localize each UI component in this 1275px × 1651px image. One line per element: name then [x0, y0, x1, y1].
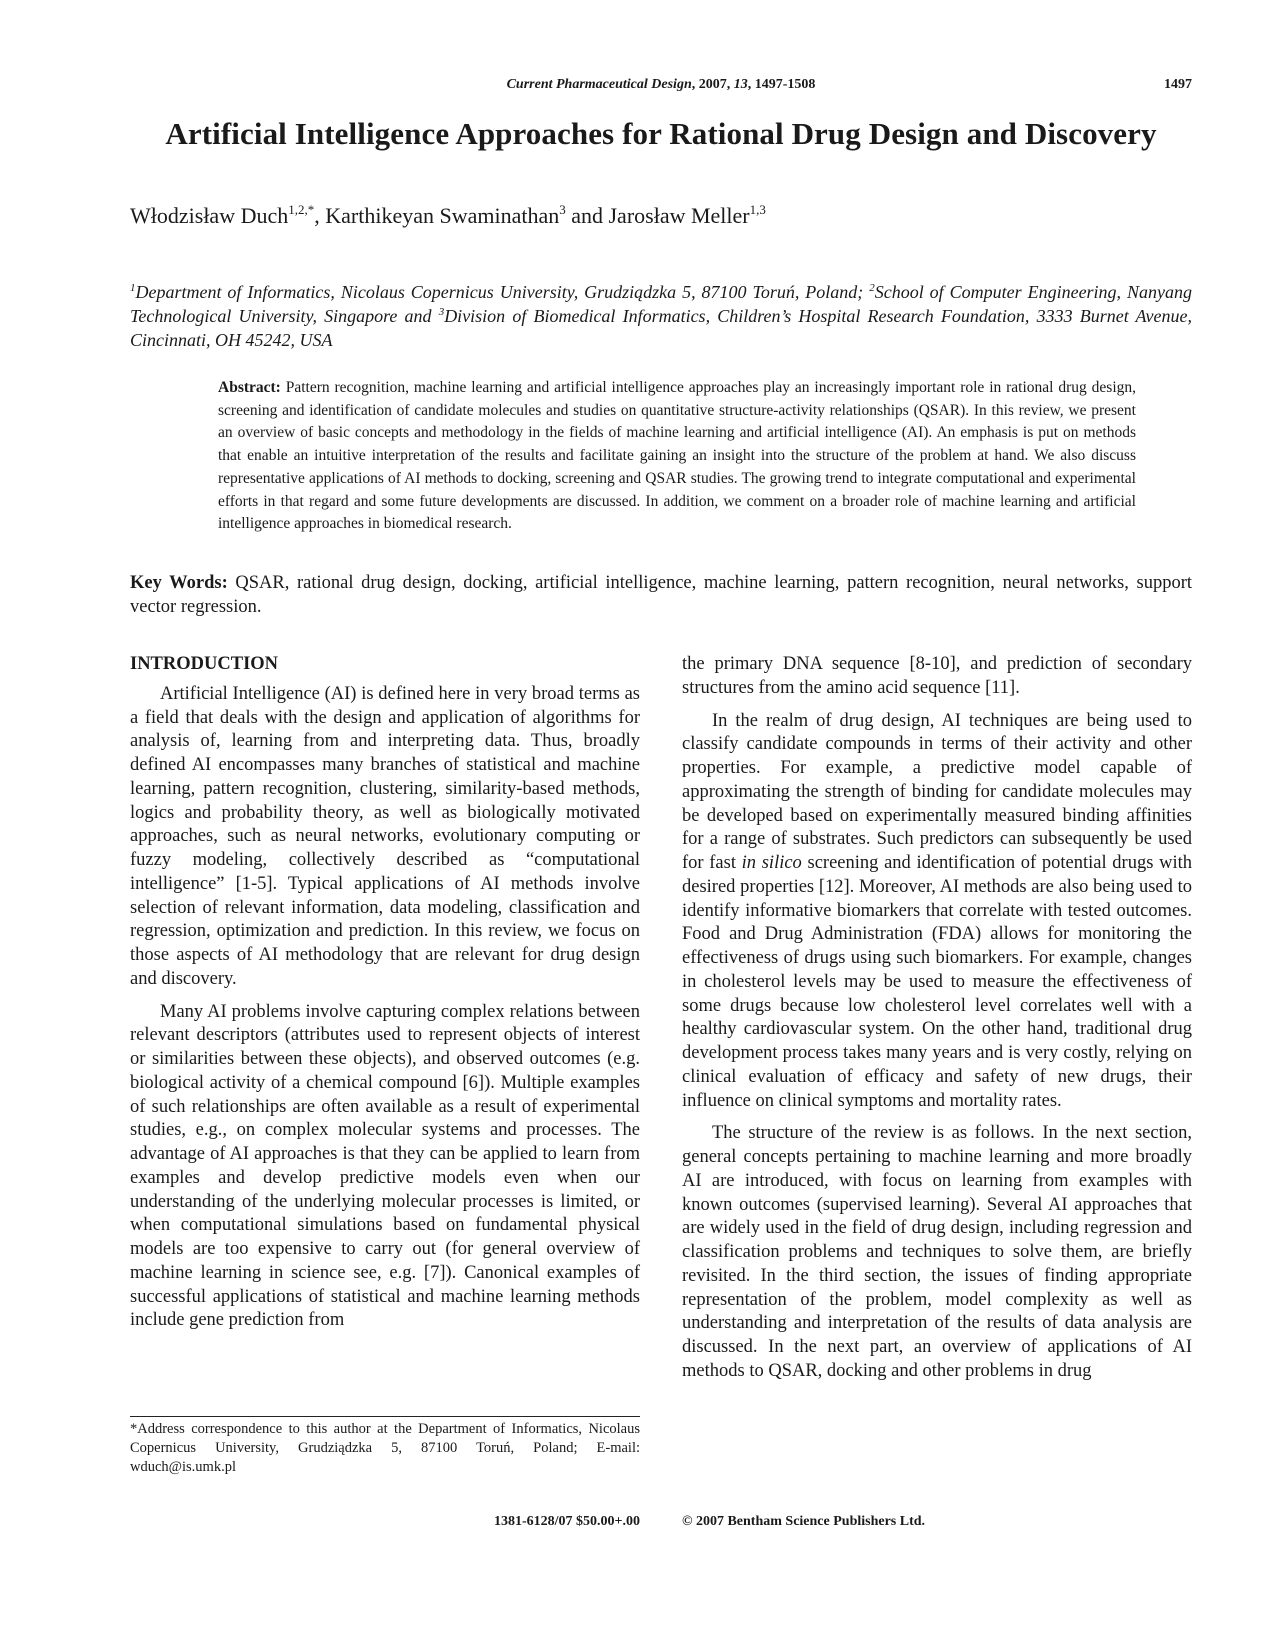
section-heading: INTRODUCTION — [130, 654, 279, 674]
author-separator: , — [314, 203, 326, 228]
author-affiliation-mark: 3 — [559, 202, 566, 217]
journal-volume: 13 — [733, 77, 748, 92]
page-number: 1497 — [1164, 77, 1192, 92]
affiliations — [130, 280, 1192, 352]
author-name: Włodzisław Duch — [130, 203, 289, 228]
body-paragraph: The structure of the review is as follows. In the next section, general concepts pertaining to machine learning and more broadly AI are introduced, with focus on learning from examples with known outcomes (supervised learning). Several AI approaches that are widely used in the field of drug design, including regression and classification problems and techniques to solve them, are briefly revisited. In the third section, the issues of finding appropriate representation of the problem, model complexity as well as understanding and interpretation of the results of data analysis are discussed. In the next part, an overview of applications of AI methods to QSAR, docking and other problems in drug — [682, 1123, 1192, 1381]
right-column — [682, 653, 1192, 1393]
affiliation-mark: 3 — [438, 306, 445, 318]
paragraph-text: In the realm of drug design, AI techniques are being used to classify candidate compounds in terms of their activity and other properties. For example, a predictive model capable of approximating the strength of binding for candidate molecules may be developed based on experimentally measured binding affinities for a range of substrates. Such predictors can subsequently be used for fast — [682, 710, 1192, 873]
abstract — [218, 377, 1136, 536]
correspondence-footnote: *Address correspondence to this author at the Department of Informatics, Nicolaus Copernicus University, Grudziądzka 5, 87100 Toruń, Poland; E-mail: wduch@is.umk.pl — [130, 1421, 640, 1475]
journal-pages: , 1497-1508 — [747, 77, 816, 92]
footer-issn-price: 1381-6128/07 $50.00+.00 — [493, 1514, 640, 1529]
author-name: Karthikeyan Swaminathan — [325, 203, 560, 228]
article-title: Artificial Intelligence Approaches for Rational Drug Design and Discovery — [165, 116, 1157, 151]
affiliation-text: School of Computer Engineering, Nanyang Technological University, Singapore and — [130, 282, 1193, 326]
author-list — [130, 203, 1192, 229]
author-separator: and — [565, 203, 609, 228]
journal-citation — [130, 77, 1192, 93]
keywords-label: Key Words: — [130, 573, 228, 593]
keywords-text: QSAR, rational drug design, docking, artificial intelligence, machine learning, pattern recognition, neural networks, support vector regression. — [130, 573, 1192, 617]
affiliation-mark: 1 — [130, 282, 136, 294]
keywords — [130, 571, 1192, 619]
journal-name: Current Pharmaceutical Design — [506, 77, 692, 92]
author-affiliation-mark: 1,2,* — [288, 202, 315, 217]
affiliation-mark: 2 — [869, 282, 875, 294]
footnote-divider — [130, 1416, 640, 1417]
author-affiliation-mark: 1,3 — [749, 202, 766, 217]
italic-term: in silico — [741, 853, 802, 873]
paragraph-text: screening and identification of potential drugs with desired properties [12]. Moreover, AI methods are also being used to identify informative biomarkers that correlate with tested outcomes. Food and Drug Administration (FDA) allows for monitoring the effectiveness of drugs using such biomarkers. For example, changes in cholesterol levels may be used to measure the effectiveness of some drugs because low cholesterol level correlates well with a healthy cardiovascular system. On the other hand, traditional drug development process takes many years and is very costly, relying on clinical evaluation of efficacy and safety of new drugs, their influence on clinical symptoms and mortality rates. — [682, 853, 1192, 1111]
abstract-label: Abstract: — [218, 379, 281, 396]
body-paragraph: Many AI problems involve capturing complex relations between relevant descriptors (attributes used to represent objects of interest or similarities between these objects), and observed outcomes (e.g. biological activity of a chemical compound [6]). Multiple examples of such relationships are often available as a result of experimental studies, e.g., on complex molecular systems and processes. The advantage of AI approaches is that they can be applied to learn from examples and develop predictive models even when our understanding of the underlying molecular processes is limited, or when computational simulations based on fundamental physical models are too expensive to carry out (for general overview of machine learning in science see, e.g. [7]). Canonical examples of successful applications of statistical and machine learning methods include gene prediction from — [130, 1001, 640, 1331]
author-name: Jarosław Meller — [608, 203, 750, 228]
abstract-text: Pattern recognition, machine learning and artificial intelligence approaches play an increasingly important role in rational drug design, screening and identification of candidate molecules and studies on quantitative structure-activity relationships (QSAR). In this review, we present an overview of basic concepts and methodology in the fields of machine learning and artificial intelligence (AI). An emphasis is put on methods that enable an intuitive interpretation of the results and facilitate gaining an insight into the structure of the problem at hand. We also discuss representative applications of AI methods to docking, screening and QSAR studies. The growing trend to integrate computational and experimental efforts in that regard and some future developments are discussed. In addition, we comment on a broader role of machine learning and artificial intelligence approaches in biomedical research. — [218, 379, 1136, 533]
running-head — [130, 77, 1192, 99]
footer-copyright: © 2007 Bentham Science Publishers Ltd. — [682, 1514, 926, 1529]
body-paragraph: Artificial Intelligence (AI) is defined here in very broad terms as a field that deals with the design and application of algorithms for analysis of, learning from and interpreting data. Thus, broadly defined AI encompasses many branches of statistical and machine learning, pattern recognition, clustering, similarity-based methods, logics and probability theory, as well as biologically motivated approaches, such as neural networks, evolutionary computing or fuzzy modeling, collectively described as “computational intelligence” [1-5]. Typical applications of AI methods involve selection of relevant information, data modeling, classification and regression, optimization and prediction. In this review, we focus on those aspects of AI methodology that are relevant for drug design and discovery. — [130, 683, 640, 989]
left-column — [130, 653, 640, 1342]
affiliation-text: Division of Biomedical Informatics, Children’s Hospital Research Foundation, 3333 Burnet Avenue, Cincinnati, OH 45242, USA — [130, 306, 1192, 350]
citation-year: , 2007, — [691, 77, 734, 92]
affiliation-text: Department of Informatics, Nicolaus Copernicus University, Grudziądzka 5, 87100 Toruń, Poland; — [135, 282, 870, 302]
body-paragraph — [682, 710, 1192, 1114]
body-paragraph-continued: the primary DNA sequence [8-10], and prediction of secondary structures from the amino acid sequence [11]. — [682, 654, 1192, 698]
